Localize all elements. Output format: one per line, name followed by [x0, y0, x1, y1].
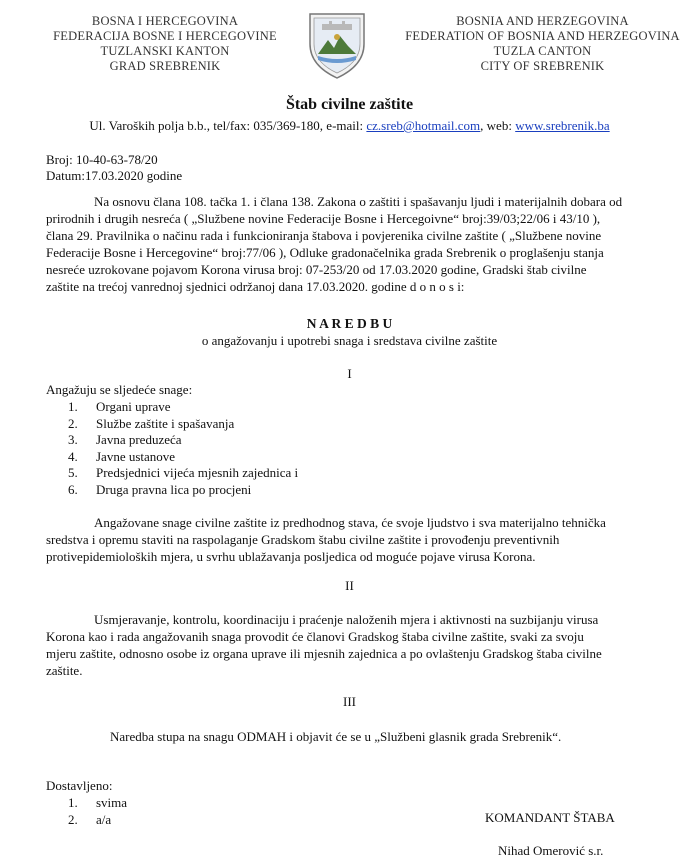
paragraph-line: mjeru zaštite, odnosno osobe iz organa uprave ili mjesnih zajednica a po ovlaštenju Gradskog štaba civilne	[46, 646, 602, 661]
intro-line: prirodnih i drugih nesreća ( „Službene novine Federacije Bosne i Hercegoivne“ broj:39/03;22/06 i 43/10 ),	[46, 211, 601, 226]
intro-line: člana 29. Pravilnika o načinu rada i funkcioniranja štabova i povjerenika civilne zaštite ( „Službene novine	[46, 228, 602, 243]
header-right-line: BOSNIA AND HERZEGOVINA	[456, 14, 629, 28]
list-item	[68, 482, 298, 499]
list-item-text: Službe zaštite i spašavanja	[96, 415, 235, 431]
header-left-line: BOSNA I HERCEGOVINA	[91, 14, 239, 28]
coordination-paragraph	[46, 611, 676, 679]
commander-title: KOMANDANT ŠTABA	[485, 810, 615, 825]
engagement-paragraph	[46, 514, 676, 565]
srebrenik-coat-of-arms-icon	[306, 10, 368, 80]
list-item-text: a/a	[96, 811, 112, 827]
list-item-text: Organi uprave	[96, 399, 171, 414]
list-item-number: 2.	[68, 811, 78, 827]
intro-line: nesreće uzrokovane pojavom Korona virusa broj: 07-253/20 od 17.03.2020 godine, Gradski štab civilne	[46, 262, 587, 277]
list-item-number: 1.	[68, 795, 78, 810]
header-left	[40, 14, 290, 74]
list-item	[68, 465, 298, 482]
list-item-number: 4.	[68, 448, 78, 464]
header-right-line: FEDERATION OF BOSNIA AND HERZEGOVINA	[405, 29, 680, 43]
paragraph-line: protivepidemioloških mjera, u svrhu ublažavanja posljedica od moguće pojave virusa Korona.	[46, 549, 536, 564]
list-item	[68, 432, 298, 449]
commander-name: Nihad Omerović s.r.	[498, 843, 604, 858]
list-item-number: 3.	[68, 432, 78, 448]
intro-line: Na osnovu člana 108. tačka 1. i člana 138. Zakona o zaštiti i spašavanju ljudi i materijalnih dobara od	[94, 194, 623, 209]
list-item-number: 6.	[68, 481, 78, 497]
list-item	[68, 812, 127, 829]
forces-list	[68, 399, 298, 499]
list-item-text: Druga pravna lica po procjeni	[96, 481, 252, 497]
contact-prefix: Ul. Varoških polja b.b., tel/fax: 035/369-180, e-mail:	[89, 118, 367, 133]
recipients-list	[68, 795, 127, 828]
document-number: Broj: 10-40-63-78/20	[46, 152, 158, 167]
paragraph-line: sredstva i opremu staviti na raspolaganje Gradskom štabu civilne zaštite i provođenju preventivnih	[46, 532, 560, 547]
paragraph-line: Usmjeravanje, kontrolu, koordinaciju i praćenje naloženih mjera i aktivnosti na suzbijanju virusa	[94, 612, 599, 627]
header-right	[390, 14, 695, 74]
paragraph-line: Angažovane snage civilne zaštite iz predhodnog stava, će svoje ljudstvo i sva materijalno tehnička	[94, 515, 606, 530]
intro-paragraph	[46, 193, 676, 295]
list-item-text: svima	[96, 795, 128, 810]
intro-line: zaštite na trećoj vanrednoj sjednici održanoj dana 17.03.2020. godine d o n o s i:	[46, 279, 465, 294]
contact-line	[0, 118, 699, 134]
list-item-text: Predsjednici vijeća mjesnih zajednica i	[96, 465, 299, 481]
header-right-line: TUZLA CANTON	[493, 44, 592, 58]
section-number: III	[343, 694, 356, 709]
section-number: II	[345, 578, 354, 593]
org-title: Štab civilne zaštite	[285, 96, 414, 113]
list-item	[68, 795, 127, 812]
engage-intro: Angažuju se sljedeće snage:	[46, 382, 193, 397]
list-item-text: Javna preduzeća	[96, 432, 182, 448]
document-subheading: o angažovanju i upotrebi snaga i sredstava civilne zaštite	[201, 333, 498, 348]
list-item-number: 2.	[68, 415, 78, 431]
header-left-line: GRAD SREBRENIK	[109, 59, 221, 73]
list-item-number: 1.	[68, 399, 78, 414]
section-number: I	[347, 366, 352, 381]
list-item	[68, 399, 298, 416]
list-item-number: 5.	[68, 465, 78, 481]
header-left-line: FEDERACIJA BOSNE I HERCEGOVINE	[53, 29, 277, 43]
list-item	[68, 449, 298, 466]
email-link[interactable]: cz.sreb@hotmail.com	[366, 118, 481, 133]
list-item-text: Javne ustanove	[96, 448, 176, 464]
effective-paragraph: Naredba stupa na snagu ODMAH i objavit će se u „Službeni glasnik grada Srebrenik“.	[110, 729, 562, 744]
header-left-line: TUZLANSKI KANTON	[100, 44, 230, 58]
document-heading: N A R E D B U	[306, 316, 393, 331]
list-item	[68, 416, 298, 433]
header-right-line: CITY OF SREBRENIK	[480, 59, 605, 73]
paragraph-line: zaštite.	[46, 663, 83, 678]
web-link[interactable]: www.srebrenik.ba	[515, 118, 610, 133]
intro-line: Federacije Bosne i Hercegovine“ broj:77/06 ), Odluke gradonačelnika grada Srebrenik o proglašenju stanja	[46, 245, 604, 260]
paragraph-line: Korona kao i rada angažovanih snaga provodit će članovi Gradskog štaba civilne zaštite, svaki za svoju	[46, 629, 584, 644]
document-date: Datum:17.03.2020 godine	[46, 168, 183, 183]
web-prefix: , web:	[480, 118, 516, 133]
distribution-label: Dostavljeno:	[46, 778, 113, 793]
